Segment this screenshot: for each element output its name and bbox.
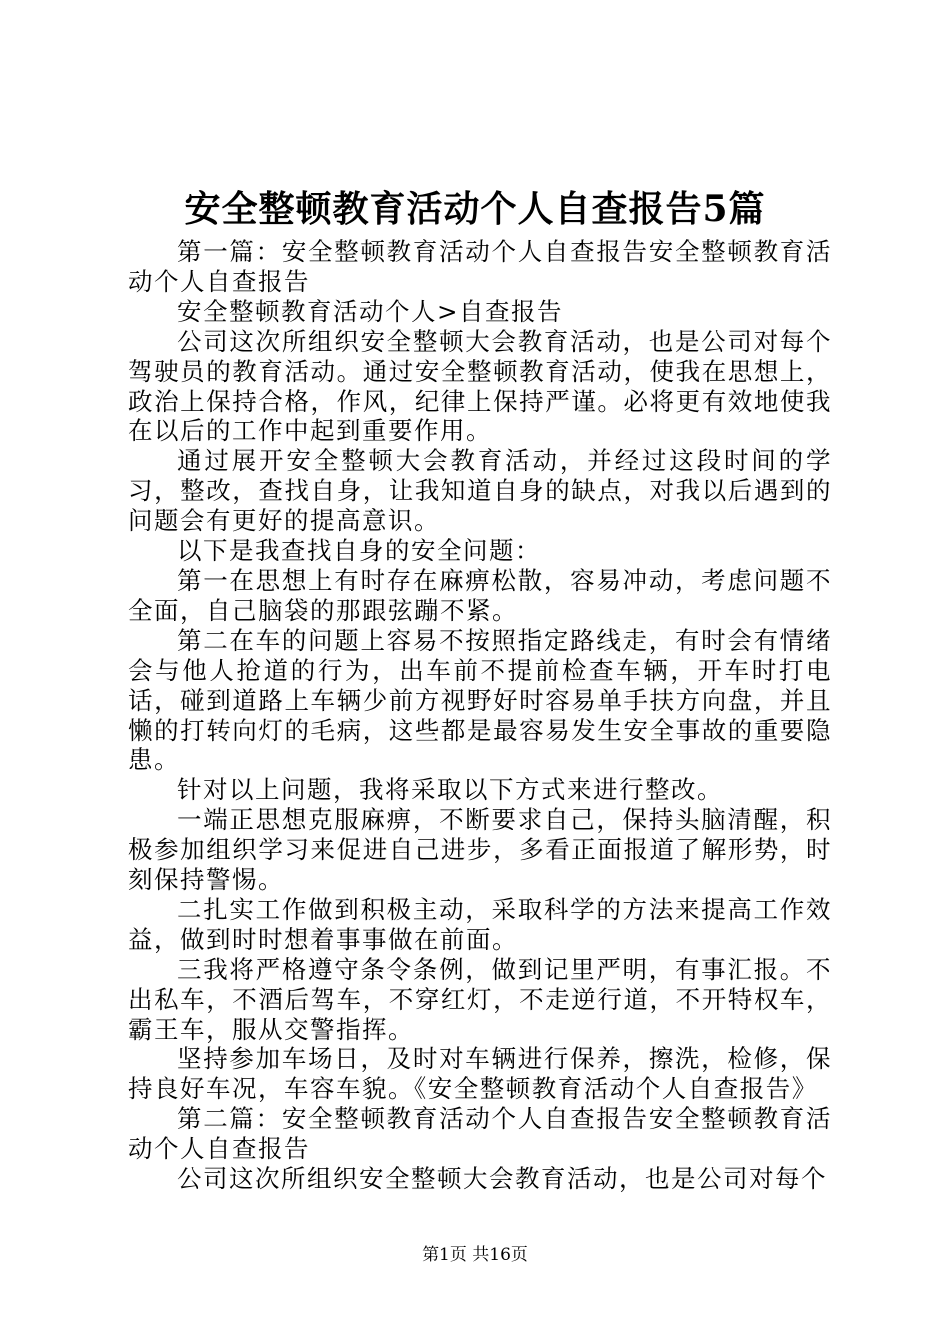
paragraph: 三我将严格遵守条令条例，做到记里严明，有事汇报。不出私车，不酒后驾车，不穿红灯，不走逆行道，不开特权车，霸王车，服从交警指挥。 (128, 954, 832, 1044)
document-title: 安全整顿教育活动个人自查报告5篇 (184, 188, 766, 230)
paragraph: 二扎实工作做到积极主动，采取科学的方法来提高工作效益，做到时时想着事事做在前面。 (128, 894, 832, 954)
paragraph: 公司这次所组织安全整顿大会教育活动，也是公司对每个驾驶员的教育活动。通过安全整顿教育活动，使我在思想上，政治上保持合格，作风，纪律上保持严谨。必将更有效地使我在以后的工作中起到重要作用。 (128, 326, 832, 446)
paragraph: 以下是我查找自身的安全问题： (177, 536, 541, 566)
paragraph: 一端正思想克服麻痹，不断要求自己，保持头脑清醒，积极参加组织学习来促进自己进步，多看正面报道了解形势，时刻保持警惕。 (128, 805, 832, 895)
paragraph: 安全整顿教育活动个人>自查报告 (177, 296, 564, 326)
paragraph: 坚持参加车场日，及时对车辆进行保养，擦洗，检修，保持良好车况，车容车貌。《安全整顿教育活动个人自查报告》 (128, 1044, 832, 1104)
document-body (128, 237, 832, 1194)
paragraph: 第一在思想上有时存在麻痹松散，容易冲动，考虑问题不全面，自己脑袋的那跟弦蹦不紧。 (128, 565, 832, 625)
paragraph: 针对以上问题，我将采取以下方式来进行整改。 (177, 775, 723, 805)
paragraph: 第一篇：安全整顿教育活动个人自查报告安全整顿教育活动个人自查报告 (128, 237, 832, 296)
paragraph: 第二篇：安全整顿教育活动个人自查报告安全整顿教育活动个人自查报告 (128, 1104, 832, 1164)
paragraph: 通过展开安全整顿大会教育活动，并经过这段时间的学习，整改，查找自身，让我知道自身的缺点，对我以后遇到的问题会有更好的提高意识。 (128, 446, 832, 536)
paragraph: 公司这次所组织安全整顿大会教育活动，也是公司对每个 (177, 1164, 827, 1194)
paragraph: 第二在车的问题上容易不按照指定路线走，有时会有情绪会与他人抢道的行为，出车前不提前检查车辆，开车时打电话，碰到道路上车辆少前方视野好时容易单手扶方向盘，并且懒的打转向灯的毛病，这些都是最容易发生安全事故的重要隐患。 (128, 625, 832, 775)
page-number-footer: 第1页 共16页 (422, 1245, 528, 1265)
